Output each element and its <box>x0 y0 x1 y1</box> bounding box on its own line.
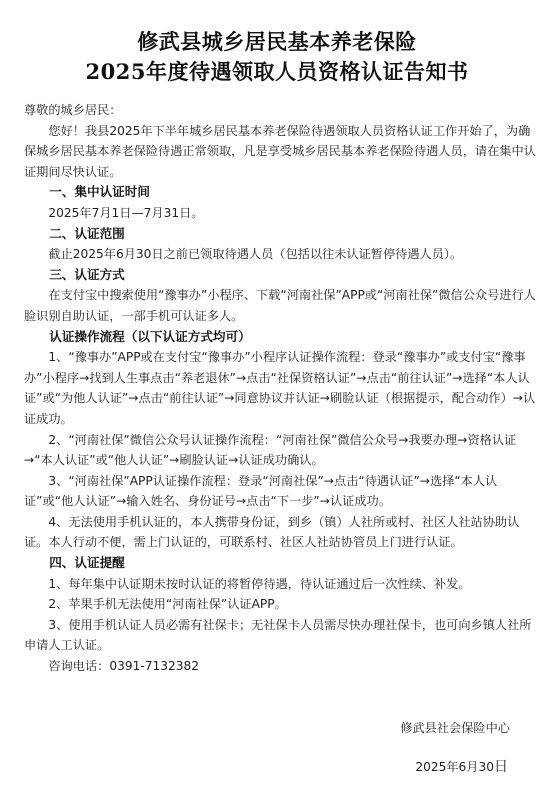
section-text-scope: 截止2025年6月30日之前已领取待遇人员（包括以往未认证暂停待遇人员）。 <box>48 247 463 262</box>
section-heading-scope: 二、认证范围 <box>49 225 125 241</box>
section-text-time: 2025年7月1日—7月31日。 <box>48 205 204 220</box>
procedure-step-4: 4、无法使用手机认证的，本人携带身份证，到乡（镇）人社所或村、社区人社站协助认证。本人行动不便，需上门认证的，可联系村、社区人社站协管员上门进行认证。 <box>24 514 520 550</box>
issue-date <box>415 756 508 776</box>
issue-date-main: 2025年6月30 <box>415 760 494 774</box>
reminder-1: 1、每年集中认证期未按时认证的将暂停待遇，待认证通过后一次性续、补发。 <box>48 576 471 591</box>
notice-body <box>24 100 536 677</box>
procedure-step-3: 3、“河南社保”APP认证操作流程：登录“河南社保”→点击“待遇认证”→选择“本人认证”或“他人认证”→输入姓名、身份证号→点击“下一步”→认证成功。 <box>24 473 498 509</box>
greeting: 尊敬的城乡居民： <box>24 103 122 117</box>
consult-phone: 咨询电话：0391-7132382 <box>48 659 200 674</box>
reminder-2: 2、苹果手机无法使用“河南社保”认证APP。 <box>48 597 287 612</box>
procedure-step-1: 1、“豫事办”APP或在支付宝“豫事办”小程序认证操作流程：登录“豫事办”或支付宝“豫事办”小程序→找到人生事点击“养老退休”→点击“社保资格认证”→点击“前往认证”→选择“本人认证”或“为他人认证”→点击“前往认证”→同意协议并认证→刷脸认证（根据提示，配合动作）→认证成功。 <box>24 350 536 426</box>
issue-date-day-char: 日 <box>494 759 508 775</box>
section-heading-reminder: 四、认证提醒 <box>49 555 125 571</box>
reminder-3: 3、使用手机认证人员必需有社保卡；无社保卡人员需尽快办理社保卡，也可向乡镇人社所申请人工认证。 <box>24 617 532 653</box>
section-heading-method: 三、认证方式 <box>49 266 125 282</box>
document-title-line2: 2025年度待遇领取人员资格认证告知书 <box>85 59 469 84</box>
procedure-step-2: 2、“河南社保”微信公众号认证操作流程：“河南社保”微信公众号→我要办理→资格认证→“本人认证”或“他人认证”→刷脸认证→认证成功确认。 <box>24 432 517 468</box>
document-title-line1: 修武县城乡居民基本养老保险 <box>137 29 417 54</box>
section-heading-time: 一、集中认证时间 <box>49 184 150 200</box>
section-text-method: 在支付宝中搜索使用“豫事办”小程序、下载“河南社保”APP或“河南社保”微信公众号进行人脸识别自助认证，一部手机可认证多人。 <box>24 288 536 323</box>
issuer-signature: 修武县社会保险中心 <box>400 721 510 735</box>
intro-paragraph: 您好！我县2025年下半年城乡居民基本养老保险待遇领取人员资格认证工作开始了，为确保城乡居民基本养老保险待遇正常领取，凡是享受城乡居民基本养老保险待遇人员，请在集中认证期间尽快认证。 <box>24 123 536 179</box>
section-heading-procedure: 认证操作流程（以下认证方式均可） <box>49 328 251 344</box>
